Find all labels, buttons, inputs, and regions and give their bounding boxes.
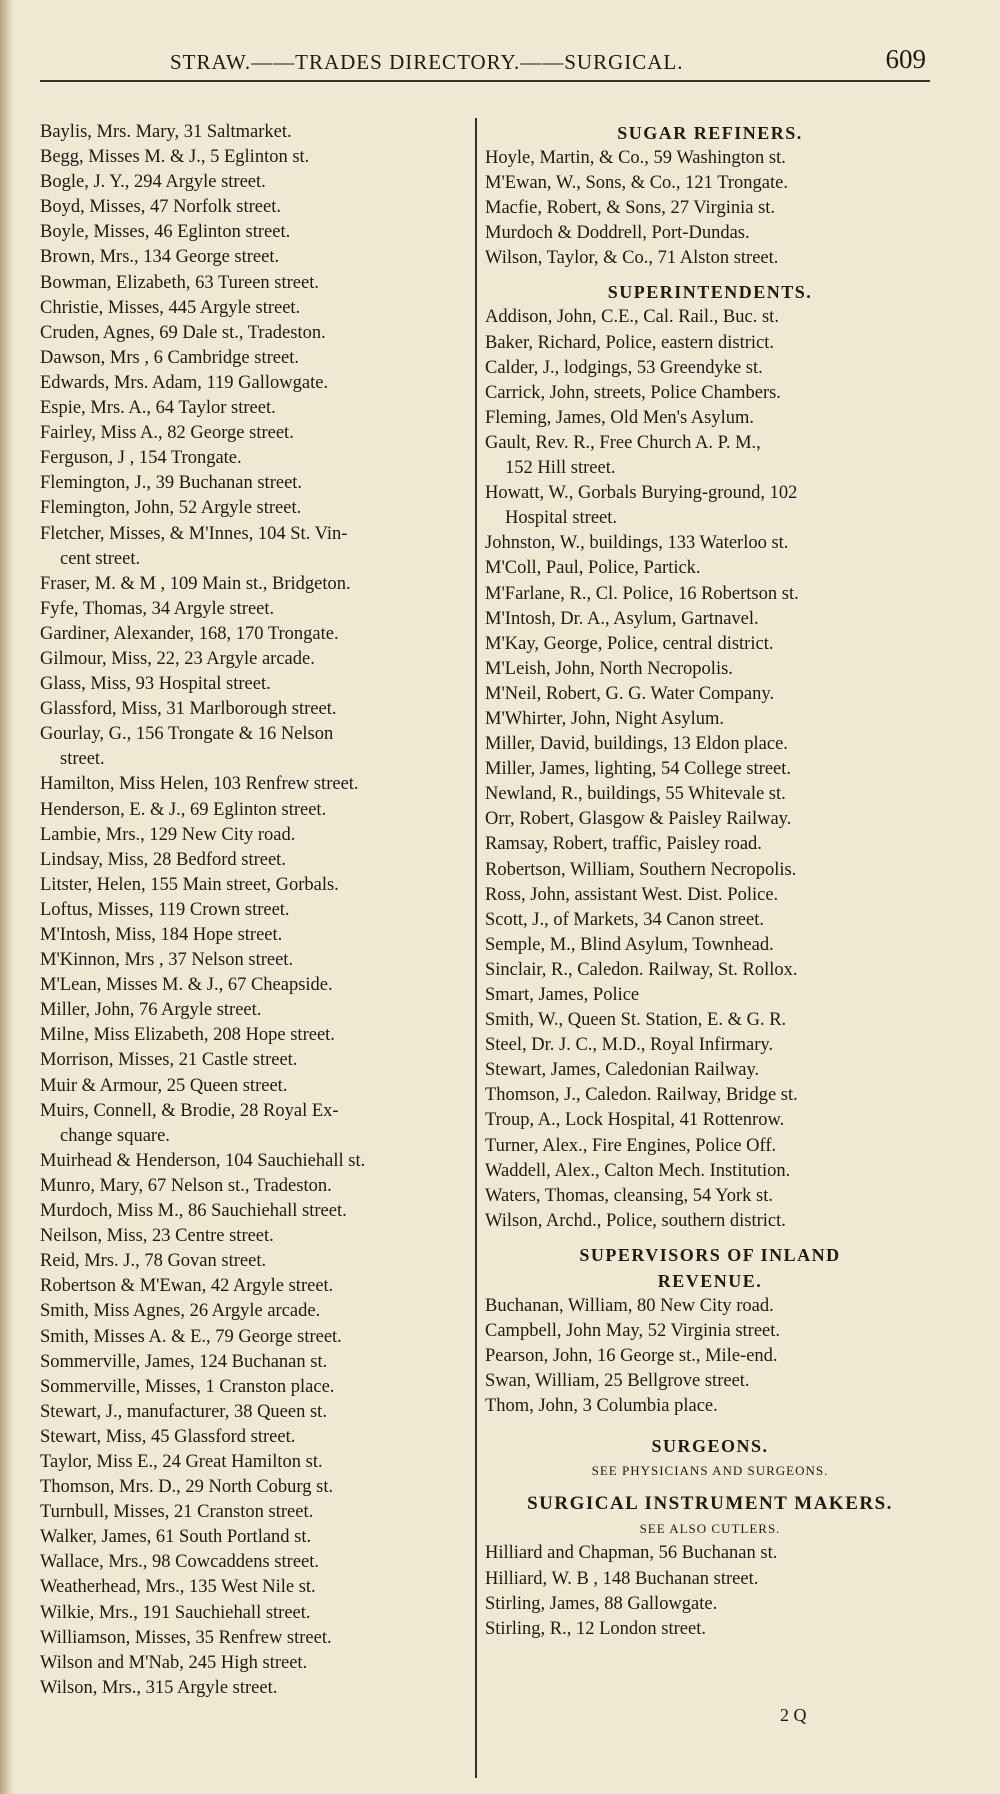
list-item: Espie, Mrs. A., 64 Taylor street. <box>40 398 276 419</box>
list-item: Weatherhead, Mrs., 135 West Nile st. <box>40 1577 316 1598</box>
list-item: Flemington, John, 52 Argyle street. <box>40 498 302 519</box>
list-item: M'Neil, Robert, G. G. Water Company. <box>485 683 775 704</box>
list-item: Lindsay, Miss, 28 Bedford street. <box>40 849 286 870</box>
list-item: Williamson, Misses, 35 Renfrew street. <box>40 1627 332 1648</box>
list-item: Macfie, Robert, & Sons, 27 Virginia st. <box>485 198 776 219</box>
section-heading-surgeons: SURGEONS. <box>651 1436 769 1457</box>
list-item: Taylor, Miss E., 24 Great Hamilton st. <box>40 1451 323 1472</box>
list-item: Begg, Misses M. & J., 5 Eglinton st. <box>40 147 310 168</box>
list-item: Thom, John, 3 Columbia place. <box>485 1396 718 1417</box>
see-also-note: SEE ALSO CUTLERS. <box>639 1521 781 1537</box>
list-item: Gilmour, Miss, 22, 23 Argyle arcade. <box>40 648 315 669</box>
list-item: Boyd, Misses, 47 Norfolk street. <box>40 197 281 218</box>
list-item: Robertson & M'Ewan, 42 Argyle street. <box>40 1276 334 1297</box>
list-item: Troup, A., Lock Hospital, 41 Rottenrow. <box>485 1110 785 1131</box>
list-item: Gardiner, Alexander, 168, 170 Trongate. <box>40 623 339 644</box>
list-item-continuation: cent street. <box>60 548 141 569</box>
list-item: Smith, W., Queen St. Station, E. & G. R. <box>485 1010 787 1031</box>
list-item: Sinclair, R., Caledon. Railway, St. Rollox. <box>485 959 798 980</box>
list-item: M'Intosh, Miss, 184 Hope street. <box>40 925 283 945</box>
list-item: Bogle, J. Y., 294 Argyle street. <box>40 172 266 193</box>
list-item: Stewart, J., manufacturer, 38 Queen st. <box>40 1401 327 1422</box>
list-item: Steel, Dr. J. C., M.D., Royal Infirmary. <box>485 1035 774 1056</box>
list-item: Turner, Alex., Fire Engines, Police Off. <box>485 1135 777 1156</box>
list-item: Scott, J., of Markets, 34 Canon street. <box>485 909 764 930</box>
list-item: M'Lean, Misses M. & J., 67 Cheapside. <box>40 975 333 996</box>
list-item: Gourlay, G., 156 Trongate & 16 Nelson <box>40 724 334 745</box>
list-item: Baker, Richard, Police, eastern district. <box>485 332 774 353</box>
list-item: Baylis, Mrs. Mary, 31 Saltmarket. <box>40 122 292 142</box>
section-heading-supervisors: SUPERVISORS OF INLAND <box>579 1244 841 1265</box>
list-item: Wilson, Mrs., 315 Argyle street. <box>40 1677 278 1698</box>
list-item: Thomson, Mrs. D., 29 North Coburg st. <box>40 1477 334 1498</box>
list-item-continuation: Hospital street. <box>505 508 618 529</box>
right-column <box>485 120 935 1642</box>
list-item: Smith, Miss Agnes, 26 Argyle arcade. <box>40 1301 321 1322</box>
list-item: Sommerville, James, 124 Buchanan st. <box>40 1351 328 1372</box>
list-item-continuation: street. <box>60 749 105 770</box>
list-item: Brown, Mrs., 134 George street. <box>40 247 280 268</box>
list-item: Stewart, James, Caledonian Railway. <box>485 1060 760 1081</box>
list-item: Wilson, Archd., Police, southern district. <box>485 1210 786 1231</box>
list-item: Smith, Misses A. & E., 79 George street. <box>40 1326 342 1347</box>
list-item: Carrick, John, streets, Police Chambers. <box>485 382 781 403</box>
list-item: Flemington, J., 39 Buchanan street. <box>40 473 303 494</box>
list-item: Semple, M., Blind Asylum, Townhead. <box>485 934 774 955</box>
list-item: Waddell, Alex., Calton Mech. Institution. <box>485 1160 791 1181</box>
book-spine-edge <box>0 0 14 1794</box>
list-item: Loftus, Misses, 119 Crown street. <box>40 899 290 920</box>
list-item: Hamilton, Miss Helen, 103 Renfrew street. <box>40 774 359 795</box>
list-item: Newland, R., buildings, 55 Whitevale st. <box>485 784 786 805</box>
list-item: Hilliard and Chapman, 56 Buchanan st. <box>485 1543 778 1564</box>
list-item: Reid, Mrs. J., 78 Govan street. <box>40 1251 267 1272</box>
list-item: Pearson, John, 16 George st., Mile-end. <box>485 1346 778 1367</box>
list-item: Stewart, Miss, 45 Glassford street. <box>40 1426 296 1447</box>
list-item: Stirling, R., 12 London street. <box>485 1618 706 1639</box>
signature-mark: 2 Q <box>780 1705 807 1725</box>
list-item: Henderson, E. & J., 69 Eglinton street. <box>40 799 327 820</box>
list-item: Miller, John, 76 Argyle street. <box>40 1000 262 1021</box>
list-item: Addison, John, C.E., Cal. Rail., Buc. st. <box>485 307 779 328</box>
list-item: Fleming, James, Old Men's Asylum. <box>485 407 755 428</box>
section-heading-superintendents: SUPERINTENDENTS. <box>607 282 813 303</box>
list-item: Fairley, Miss A., 82 George street. <box>40 423 294 444</box>
list-item: Wilson and M'Nab, 245 High street. <box>40 1652 308 1673</box>
list-item: Wilson, Taylor, & Co., 71 Alston street. <box>485 248 779 269</box>
list-item: Hoyle, Martin, & Co., 59 Washington st. <box>485 148 786 168</box>
list-item: Turnbull, Misses, 21 Cranston street. <box>40 1502 314 1523</box>
page-header <box>40 38 940 78</box>
list-item: Boyle, Misses, 46 Eglinton street. <box>40 222 291 243</box>
running-head: STRAW.——TRADES DIRECTORY.——SURGICAL. <box>170 50 684 74</box>
section-heading-surgical-instrument-makers: SURGICAL INSTRUMENT MAKERS. <box>527 1493 893 1515</box>
list-item: Fyfe, Thomas, 34 Argyle street. <box>40 598 275 619</box>
list-item: Munro, Mary, 67 Nelson st., Tradeston. <box>40 1175 332 1196</box>
list-item: M'Kinnon, Mrs , 37 Nelson street. <box>40 950 294 971</box>
column-divider <box>475 118 477 1778</box>
list-item-continuation: change square. <box>60 1125 170 1146</box>
list-item: Glassford, Miss, 31 Marlborough street. <box>40 699 337 720</box>
list-item: M'Coll, Paul, Police, Partick. <box>485 558 701 579</box>
left-column <box>40 120 470 1701</box>
list-item: Gault, Rev. R., Free Church A. P. M., <box>485 432 761 453</box>
list-item: Miller, David, buildings, 13 Eldon place. <box>485 734 788 755</box>
list-item: Buchanan, William, 80 New City road. <box>485 1295 774 1316</box>
list-item: Wallace, Mrs., 98 Cowcaddens street. <box>40 1552 320 1573</box>
list-item: Muirhead & Henderson, 104 Sauchiehall st. <box>40 1150 366 1171</box>
list-item: Ross, John, assistant West. Dist. Police. <box>485 884 779 905</box>
list-item: Walker, James, 61 South Portland st. <box>40 1527 312 1548</box>
list-item: Calder, J., lodgings, 53 Greendyke st. <box>485 357 763 378</box>
list-item: Murdoch, Miss M., 86 Sauchiehall street. <box>40 1201 347 1222</box>
list-item: Robertson, William, Southern Necropolis. <box>485 859 797 880</box>
list-item: Neilson, Miss, 23 Centre street. <box>40 1226 274 1247</box>
list-item: Stirling, James, 88 Gallowgate. <box>485 1593 718 1614</box>
section-heading-sugar-refiners: SUGAR REFINERS. <box>617 123 803 143</box>
list-item: Cruden, Agnes, 69 Dale st., Tradeston. <box>40 322 326 343</box>
list-item: Milne, Miss Elizabeth, 208 Hope street. <box>40 1025 335 1046</box>
list-item: Campbell, John May, 52 Virginia street. <box>485 1321 781 1342</box>
list-item: Waters, Thomas, cleansing, 54 York st. <box>485 1185 773 1206</box>
list-item: Murdoch & Doddrell, Port-Dundas. <box>485 223 750 244</box>
list-item: Miller, James, lighting, 54 College street. <box>485 759 791 780</box>
list-item: M'Intosh, Dr. A., Asylum, Gartnavel. <box>485 608 759 629</box>
section-heading-supervisors-line2: REVENUE. <box>657 1270 763 1291</box>
page-number: 609 <box>885 44 926 74</box>
list-item-continuation: 152 Hill street. <box>505 458 616 479</box>
list-item: M'Ewan, W., Sons, & Co., 121 Trongate. <box>485 173 788 194</box>
list-item: Glass, Miss, 93 Hospital street. <box>40 674 271 695</box>
list-item: M'Whirter, John, Night Asylum. <box>485 708 724 729</box>
list-item: Ferguson, J , 154 Trongate. <box>40 448 242 469</box>
list-item: M'Leish, John, North Necropolis. <box>485 658 733 679</box>
list-item: Lambie, Mrs., 129 New City road. <box>40 824 296 845</box>
list-item: Muirs, Connell, & Brodie, 28 Royal Ex- <box>40 1100 339 1121</box>
list-item: Morrison, Misses, 21 Castle street. <box>40 1050 298 1071</box>
list-item: Bowman, Elizabeth, 63 Tureen street. <box>40 272 319 293</box>
list-item: Edwards, Mrs. Adam, 119 Gallowgate. <box>40 372 329 393</box>
list-item: Wilkie, Mrs., 191 Sauchiehall street. <box>40 1602 311 1623</box>
list-item: Howatt, W., Gorbals Burying-ground, 102 <box>485 483 798 504</box>
see-also-note: SEE PHYSICIANS AND SURGEONS. <box>591 1463 829 1479</box>
list-item: Thomson, J., Caledon. Railway, Bridge st. <box>485 1085 798 1106</box>
list-item: Swan, William, 25 Bellgrove street. <box>485 1371 750 1392</box>
list-item: Sommerville, Misses, 1 Cranston place. <box>40 1376 335 1397</box>
list-item: Fletcher, Misses, & M'Innes, 104 St. Vin- <box>40 523 348 544</box>
list-item: Johnston, W., buildings, 133 Waterloo st. <box>485 533 789 554</box>
list-item: M'Kay, George, Police, central district. <box>485 633 774 654</box>
list-item: Muir & Armour, 25 Queen street. <box>40 1075 288 1096</box>
list-item: Orr, Robert, Glasgow & Paisley Railway. <box>485 809 792 830</box>
header-rule <box>40 80 930 82</box>
list-item: Ramsay, Robert, traffic, Paisley road. <box>485 834 762 855</box>
list-item: Fraser, M. & M , 109 Main st., Bridgeton. <box>40 573 351 594</box>
list-item: Hilliard, W. B , 148 Buchanan street. <box>485 1568 759 1589</box>
list-item: M'Farlane, R., Cl. Police, 16 Robertson st. <box>485 583 799 604</box>
list-item: Christie, Misses, 445 Argyle street. <box>40 297 301 318</box>
list-item: Dawson, Mrs , 6 Cambridge street. <box>40 347 299 368</box>
list-item: Smart, James, Police <box>485 985 640 1005</box>
list-item: Litster, Helen, 155 Main street, Gorbals. <box>40 874 339 895</box>
